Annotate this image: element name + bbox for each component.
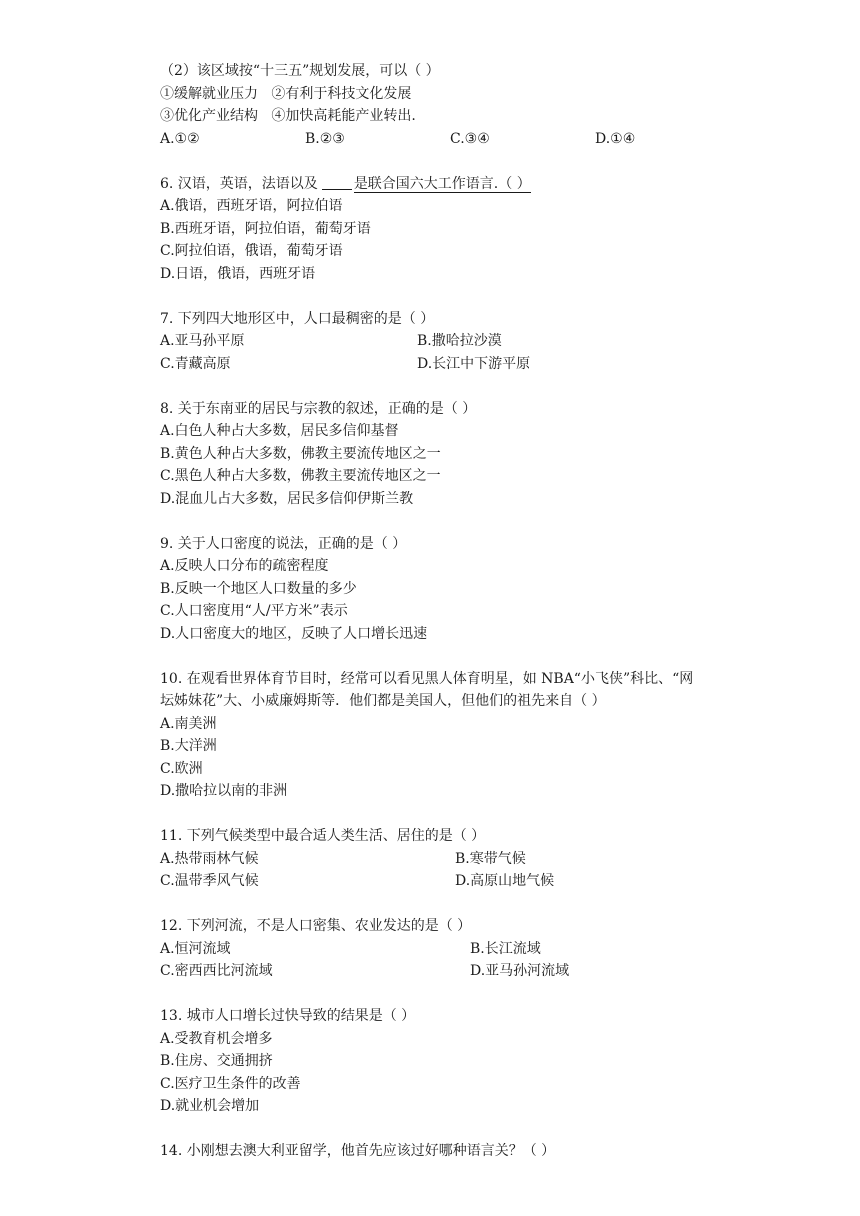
option-c: C.医疗卫生条件的改善: [160, 1075, 301, 1092]
option-b: B.黄色人种占大多数，佛教主要流传地区之一: [160, 445, 441, 462]
option-a: A.反映人口分布的疏密程度: [160, 558, 329, 574]
options-row: [160, 848, 740, 871]
question-stem: 13. 城市人口增长过快导致的结果是（ ）: [160, 1008, 416, 1024]
statement-row: [160, 105, 740, 128]
options-row: [160, 128, 740, 151]
question-8: [160, 398, 740, 511]
option-c: C.青藏高原: [160, 355, 231, 372]
stem-prefix: 6. 汉语，英语，法语以及: [160, 175, 318, 192]
question-stem: （2）该区域按“十三五”规划发展，可以（ ）: [160, 63, 440, 79]
question-13: [160, 1005, 740, 1118]
exam-page: [160, 60, 740, 1163]
options-row: [160, 353, 740, 376]
statement-row: [160, 83, 740, 106]
option-a: A.①②: [160, 130, 200, 147]
options-row: [160, 870, 740, 893]
option-c: C.欧洲: [160, 760, 203, 777]
fill-in-blank: [322, 175, 352, 190]
option-d: D.长江中下游平原: [417, 355, 531, 372]
question-6: [160, 173, 740, 286]
option-c: C.阿拉伯语，俄语，葡萄牙语: [160, 243, 343, 259]
option-a: A.热带雨林气候: [160, 850, 259, 867]
option-a: A.白色人种占大多数，居民多信仰基督: [160, 423, 399, 439]
option-d: D.撒哈拉以南的非洲: [160, 783, 288, 799]
option-d: D.就业机会增加: [160, 1098, 260, 1114]
stem-suffix: 是联合国六大工作语言.（ ）: [353, 175, 531, 192]
option-b: B.②③: [305, 130, 345, 147]
option-a: A.南美洲: [160, 715, 217, 732]
option-d: D.高原山地气候: [455, 873, 555, 889]
question-11: [160, 825, 740, 893]
option-d: D.日语，俄语，西班牙语: [160, 265, 316, 282]
question-stem: [160, 173, 740, 196]
question-10: [160, 668, 740, 803]
question-stem: 12. 下列河流，不是人口密集、农业发达的是（ ）: [160, 918, 472, 934]
question-stem: 11. 下列气候类型中最合适人类生活、居住的是（ ）: [160, 828, 486, 844]
question-9: [160, 533, 740, 646]
option-a: A.俄语，西班牙语，阿拉伯语: [160, 198, 343, 214]
option-b: B.反映一个地区人口数量的多少: [160, 580, 357, 597]
question-5-part-2: [160, 60, 740, 150]
option-b: B.西班牙语，阿拉伯语，葡萄牙语: [160, 220, 371, 237]
option-c: C.人口密度用“人/平方米”表示: [160, 603, 348, 619]
option-b: B.大洋洲: [160, 738, 217, 754]
option-b: B.撒哈拉沙漠: [417, 333, 502, 349]
statement: ③优化产业结构: [160, 108, 258, 124]
option-d: D.人口密度大的地区，反映了人口增长迅速: [160, 625, 428, 642]
option-b: B.住房、交通拥挤: [160, 1053, 273, 1069]
question-stem: 14. 小刚想去澳大利亚留学，他首先应该过好哪种语言关？（ ）: [160, 1143, 556, 1159]
statement: ①缓解就业压力: [160, 85, 258, 102]
option-d: D.①④: [595, 130, 636, 147]
question-14: [160, 1140, 740, 1163]
option-a: A.受教育机会增多: [160, 1030, 273, 1047]
statement: ②有利于科技文化发展: [271, 85, 412, 102]
option-c: C.温带季风气候: [160, 873, 259, 889]
option-b: B.长江流域: [470, 940, 541, 957]
question-stem: 9. 关于人口密度的说法，正确的是（ ）: [160, 535, 407, 552]
option-a: A.恒河流域: [160, 940, 231, 957]
option-c: C.黑色人种占大多数，佛教主要流传地区之一: [160, 468, 441, 484]
options-row: [160, 938, 740, 961]
option-d: D.亚马孙河流域: [470, 963, 570, 979]
option-c: C.③④: [450, 130, 490, 147]
question-stem: 7. 下列四大地形区中，人口最稠密的是（ ）: [160, 310, 435, 327]
option-a: A.亚马孙平原: [160, 333, 245, 349]
option-b: B.寒带气候: [455, 850, 526, 867]
options-row: [160, 330, 740, 353]
statement: ④加快高耗能产业转出.: [271, 108, 416, 124]
question-stem: 8. 关于东南亚的居民与宗教的叙述，正确的是（ ）: [160, 400, 477, 417]
option-d: D.混血儿占大多数，居民多信仰伊斯兰教: [160, 490, 414, 507]
question-7: [160, 308, 740, 376]
option-c: C.密西西比河流域: [160, 963, 273, 979]
question-stem-line-1: 10. 在观看世界体育节目时，经常可以看见黑人体育明星，如 NBA“小飞侠”科比、“网: [160, 670, 694, 687]
question-12: [160, 915, 740, 983]
question-stem-line-2: 坛姊妹花”大、小威廉姆斯等．他们都是美国人，但他们的祖先来自（ ）: [160, 693, 606, 709]
options-row: [160, 960, 740, 983]
